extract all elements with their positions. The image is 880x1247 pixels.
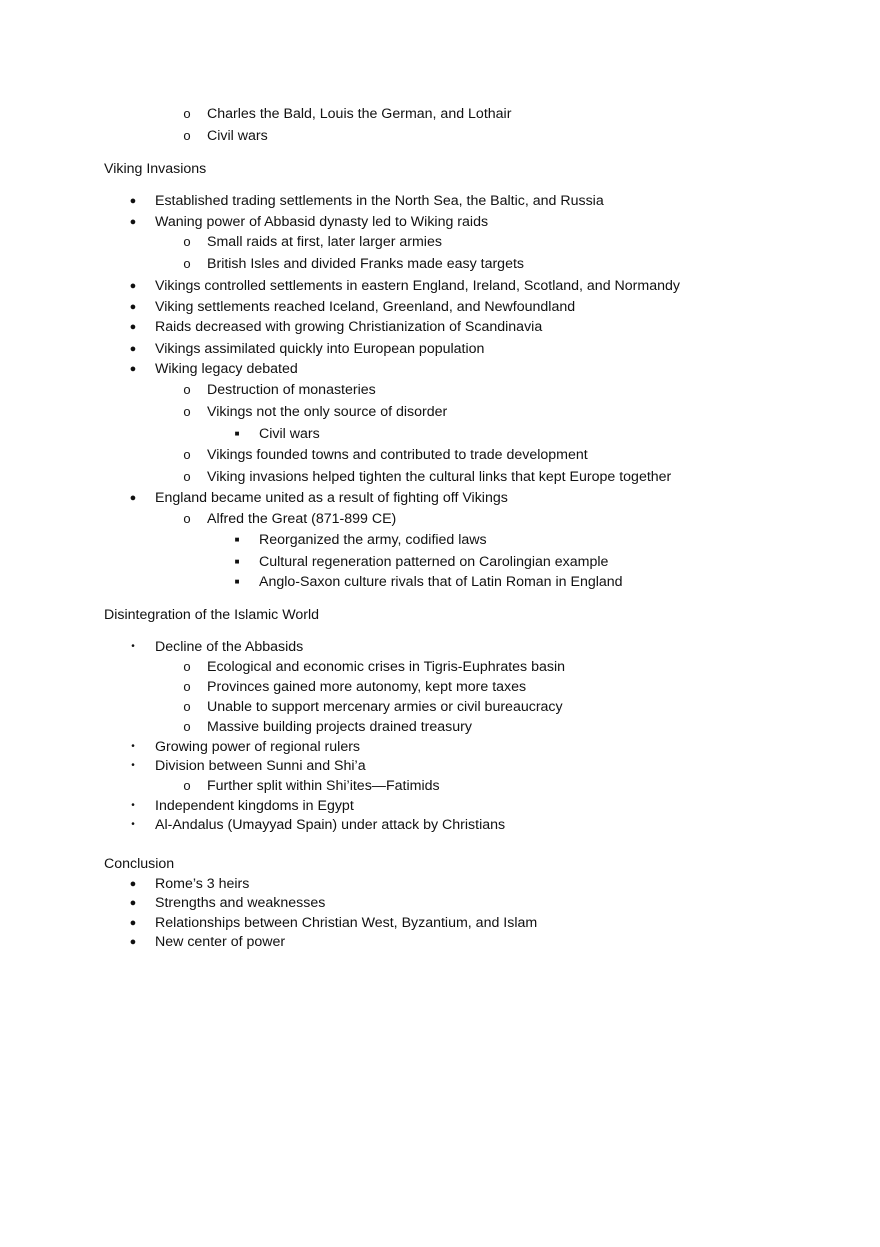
- list-item: Established trading settlements in the North Sea, the Baltic, and Russia: [155, 193, 604, 209]
- disc-bullet: ●: [129, 195, 137, 207]
- list-item: Massive building projects drained treasury: [207, 719, 472, 735]
- circle-bullet: o: [183, 128, 191, 143]
- list-item: Anglo-Saxon culture rivals that of Latin Roman in England: [259, 574, 623, 590]
- list-item: Ecological and economic crises in Tigris-Euphrates basin: [207, 659, 566, 675]
- list-item: Growing power of regional rulers: [155, 739, 361, 755]
- list-item: Decline of the Abbasids: [155, 639, 304, 655]
- list-item: Vikings founded towns and contributed to trade development: [207, 447, 588, 463]
- list-item: Rome’s 3 heirs: [155, 876, 250, 892]
- list-item: Charles the Bald, Louis the German, and Lothair: [207, 106, 512, 122]
- list-item: Civil wars: [207, 128, 268, 144]
- list-item: Relationships between Christian West, Byzantium, and Islam: [155, 915, 538, 931]
- circle-bullet: o: [183, 659, 191, 674]
- circle-bullet: o: [183, 719, 191, 734]
- list-item: Provinces gained more autonomy, kept more taxes: [207, 679, 527, 695]
- list-item: New center of power: [155, 934, 286, 950]
- dot-bullet: •: [131, 741, 135, 752]
- circle-bullet: o: [183, 256, 191, 271]
- disc-bullet: ●: [129, 216, 137, 228]
- section-heading-conclusion: Conclusion: [104, 856, 175, 872]
- list-item: Civil wars: [259, 426, 320, 442]
- disc-bullet: ●: [129, 343, 137, 355]
- circle-bullet: o: [183, 447, 191, 462]
- disc-bullet: ●: [129, 897, 137, 909]
- disc-bullet: ●: [129, 878, 137, 890]
- list-item: Wiking legacy debated: [155, 361, 298, 377]
- disc-bullet: ●: [129, 492, 137, 504]
- list-item: Viking invasions helped tighten the cultural links that kept Europe together: [207, 469, 672, 485]
- list-item: Vikings not the only source of disorder: [207, 404, 448, 420]
- list-item: Viking settlements reached Iceland, Greenland, and Newfoundland: [155, 299, 576, 315]
- list-item: Vikings assimilated quickly into European population: [155, 341, 485, 357]
- disc-bullet: ●: [129, 363, 137, 375]
- list-item: Division between Sunni and Shi’a: [155, 758, 366, 774]
- circle-bullet: o: [183, 382, 191, 397]
- list-item: Alfred the Great (871-899 CE): [207, 511, 397, 527]
- circle-bullet: o: [183, 511, 191, 526]
- square-bullet: ■: [234, 429, 240, 438]
- dot-bullet: •: [131, 641, 135, 652]
- list-item: Reorganized the army, codified laws: [259, 532, 487, 548]
- list-item: Independent kingdoms in Egypt: [155, 798, 354, 814]
- list-item: Raids decreased with growing Christianization of Scandinavia: [155, 319, 543, 335]
- disc-bullet: ●: [129, 321, 137, 333]
- list-item: Vikings controlled settlements in eastern England, Ireland, Scotland, and Normandy: [155, 278, 680, 294]
- list-item: British Isles and divided Franks made easy targets: [207, 256, 525, 272]
- list-item: England became united as a result of fighting off Vikings: [155, 490, 508, 506]
- disc-bullet: ●: [129, 917, 137, 929]
- square-bullet: ■: [234, 577, 240, 586]
- list-item: Cultural regeneration patterned on Carolingian example: [259, 554, 609, 570]
- list-item: Al-Andalus (Umayyad Spain) under attack by Christians: [155, 817, 506, 833]
- dot-bullet: •: [131, 800, 135, 811]
- list-item: Strengths and weaknesses: [155, 895, 326, 911]
- square-bullet: ■: [234, 535, 240, 544]
- disc-bullet: ●: [129, 280, 137, 292]
- list-item: Unable to support mercenary armies or civil bureaucracy: [207, 699, 563, 715]
- section-heading-islamic: Disintegration of the Islamic World: [104, 607, 320, 623]
- circle-bullet: o: [183, 679, 191, 694]
- circle-bullet: o: [183, 778, 191, 793]
- list-item: Waning power of Abbasid dynasty led to Wiking raids: [155, 214, 489, 230]
- list-item: Further split within Shi’ites—Fatimids: [207, 778, 440, 794]
- section-heading-viking: Viking Invasions: [104, 161, 207, 177]
- dot-bullet: •: [131, 819, 135, 830]
- disc-bullet: ●: [129, 936, 137, 948]
- disc-bullet: ●: [129, 301, 137, 313]
- dot-bullet: •: [131, 760, 135, 771]
- circle-bullet: o: [183, 106, 191, 121]
- circle-bullet: o: [183, 469, 191, 484]
- list-item: Destruction of monasteries: [207, 382, 376, 398]
- circle-bullet: o: [183, 404, 191, 419]
- circle-bullet: o: [183, 699, 191, 714]
- list-item: Small raids at first, later larger armies: [207, 234, 442, 250]
- square-bullet: ■: [234, 557, 240, 566]
- circle-bullet: o: [183, 234, 191, 249]
